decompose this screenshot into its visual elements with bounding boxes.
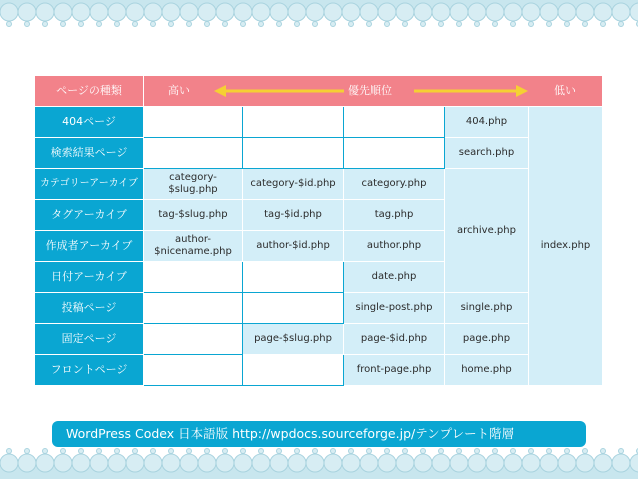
lace-dot — [493, 22, 498, 27]
lace-scallop — [108, 454, 126, 472]
lace-scallop — [522, 3, 540, 21]
lace-scallop — [288, 454, 306, 472]
lace-dot — [619, 449, 624, 454]
lace-scallop — [540, 3, 558, 21]
lace-scallop — [18, 454, 36, 472]
table-cell — [243, 293, 344, 324]
lace-dot — [169, 22, 174, 27]
lace-dot — [493, 449, 498, 454]
file-category-id: category-$id.php — [243, 169, 344, 200]
lace-dot — [511, 449, 516, 454]
codex-source-note: WordPress Codex 日本語版 http://wpdocs.sourceforge.jp/テンプレート階層 — [52, 421, 586, 447]
lace-scallop — [432, 3, 450, 21]
lace-dot — [151, 449, 156, 454]
lace-scallop — [396, 454, 414, 472]
lace-scallop — [504, 454, 522, 472]
lace-dot — [475, 449, 480, 454]
lace-dot — [421, 22, 426, 27]
priority-high-label: 高い — [168, 84, 190, 97]
file-front-page: front-page.php — [344, 355, 445, 386]
lace-dot — [133, 449, 138, 454]
file-home: home.php — [445, 355, 529, 386]
lace-dot — [115, 449, 120, 454]
lace-scallop — [612, 454, 630, 472]
lace-dot — [25, 22, 30, 27]
lace-scallop — [144, 3, 162, 21]
file-single-post: single-post.php — [344, 293, 445, 324]
lace-scallop — [468, 3, 486, 21]
lace-dot — [7, 449, 12, 454]
type-tag: タグアーカイブ — [35, 200, 144, 231]
lace-dot — [439, 449, 444, 454]
lace-scallop — [0, 3, 18, 21]
file-author-id: author-$id.php — [243, 231, 344, 262]
lace-scallop — [594, 3, 612, 21]
table-cell — [144, 138, 243, 169]
lace-dot — [61, 22, 66, 27]
lace-scallop — [270, 3, 288, 21]
lace-scallop — [54, 3, 72, 21]
lace-dot — [295, 22, 300, 27]
file-tag-id: tag-$id.php — [243, 200, 344, 231]
lace-scallop — [90, 3, 108, 21]
lace-scallop — [378, 454, 396, 472]
lace-dot — [61, 449, 66, 454]
lace-dot — [601, 449, 606, 454]
lace-dot — [259, 449, 264, 454]
lace-scallop — [504, 3, 522, 21]
type-date: 日付アーカイブ — [35, 262, 144, 293]
lace-scallop — [612, 3, 630, 21]
lace-dot — [259, 22, 264, 27]
lace-dot — [583, 449, 588, 454]
template-hierarchy-table — [34, 75, 603, 386]
lace-scallop — [432, 454, 450, 472]
lace-dot — [565, 22, 570, 27]
lace-scallop — [558, 3, 576, 21]
lace-scallop — [360, 454, 378, 472]
lace-dot — [601, 22, 606, 27]
lace-dot — [277, 449, 282, 454]
lace-dot — [529, 449, 534, 454]
lace-dot — [421, 449, 426, 454]
table-cell — [243, 355, 344, 386]
file-category-slug: category- $slug.php — [144, 169, 243, 200]
lace-scallop — [180, 454, 198, 472]
lace-scallop — [126, 3, 144, 21]
lace-scallop — [234, 454, 252, 472]
lace-scallop — [324, 3, 342, 21]
lace-scallop — [396, 3, 414, 21]
table-cell — [243, 262, 344, 293]
lace-scallop — [72, 454, 90, 472]
table-cell — [144, 262, 243, 293]
lace-scallop — [360, 3, 378, 21]
file-page-id: page-$id.php — [344, 324, 445, 355]
table-cell — [144, 324, 243, 355]
lace-dot — [43, 22, 48, 27]
lace-dot — [313, 22, 318, 27]
lace-dot — [385, 449, 390, 454]
file-author-nicename: author- $nicename.php — [144, 231, 243, 262]
file-page-slug: page-$slug.php — [243, 324, 344, 355]
lace-scallop — [252, 3, 270, 21]
lace-scallop — [0, 454, 18, 472]
lace-border-top — [0, 0, 638, 40]
lace-dot — [223, 22, 228, 27]
lace-dot — [7, 22, 12, 27]
lace-dot — [475, 22, 480, 27]
lace-scallop — [54, 454, 72, 472]
file-category: category.php — [344, 169, 445, 200]
lace-dot — [403, 449, 408, 454]
lace-dot — [349, 449, 354, 454]
lace-dot — [547, 22, 552, 27]
lace-dot — [187, 22, 192, 27]
priority-header — [144, 76, 603, 107]
type-single: 投稿ページ — [35, 293, 144, 324]
lace-scallop — [414, 3, 432, 21]
lace-scallop — [162, 3, 180, 21]
table-cell — [243, 107, 344, 138]
lace-scallop — [576, 3, 594, 21]
lace-dot — [43, 449, 48, 454]
lace-dot — [511, 22, 516, 27]
file-tag-slug: tag-$slug.php — [144, 200, 243, 231]
lace-scallop — [198, 454, 216, 472]
lace-scallop — [324, 454, 342, 472]
lace-dot — [25, 449, 30, 454]
lace-dot — [277, 22, 282, 27]
lace-scallop — [270, 454, 288, 472]
lace-dot — [223, 449, 228, 454]
lace-dot — [457, 449, 462, 454]
lace-scallop — [36, 3, 54, 21]
file-search: search.php — [445, 138, 529, 169]
lace-dot — [97, 22, 102, 27]
lace-scallop — [468, 454, 486, 472]
header-page-type: ページの種類 — [35, 76, 144, 107]
lace-dot — [349, 22, 354, 27]
lace-scallop — [342, 3, 360, 21]
lace-dot — [169, 449, 174, 454]
type-404: 404ページ — [35, 107, 144, 138]
lace-dot — [115, 22, 120, 27]
file-index: index.php — [529, 107, 603, 386]
lace-dot — [79, 22, 84, 27]
lace-dot — [403, 22, 408, 27]
lace-dot — [331, 449, 336, 454]
lace-scallop — [486, 3, 504, 21]
lace-scallop — [18, 3, 36, 21]
table-cell — [144, 107, 243, 138]
lace-dot — [367, 22, 372, 27]
file-author: author.php — [344, 231, 445, 262]
lace-dot — [583, 22, 588, 27]
file-page: page.php — [445, 324, 529, 355]
file-single: single.php — [445, 293, 529, 324]
file-tag: tag.php — [344, 200, 445, 231]
lace-scallop — [108, 3, 126, 21]
lace-dot — [241, 22, 246, 27]
lace-dot — [133, 22, 138, 27]
lace-scallop — [72, 3, 90, 21]
lace-scallop — [216, 3, 234, 21]
priority-low-label: 低い — [554, 84, 576, 97]
lace-dot — [619, 22, 624, 27]
lace-dot — [187, 449, 192, 454]
lace-scallop — [342, 454, 360, 472]
lace-dot — [367, 449, 372, 454]
lace-dot — [529, 22, 534, 27]
lace-dot — [205, 22, 210, 27]
file-date: date.php — [344, 262, 445, 293]
lace-dot — [97, 449, 102, 454]
lace-dot — [439, 22, 444, 27]
table-cell — [144, 355, 243, 386]
lace-dot — [313, 449, 318, 454]
lace-scallop — [450, 3, 468, 21]
lace-scallop — [306, 3, 324, 21]
lace-dot — [565, 449, 570, 454]
lace-scallop — [90, 454, 108, 472]
lace-scallop — [234, 3, 252, 21]
lace-scallop — [252, 454, 270, 472]
lace-dot — [205, 449, 210, 454]
lace-scallop — [198, 3, 216, 21]
lace-dot — [331, 22, 336, 27]
lace-dot — [295, 449, 300, 454]
lace-scallop — [522, 454, 540, 472]
lace-dot — [457, 22, 462, 27]
lace-scallop — [144, 454, 162, 472]
table-cell — [344, 107, 445, 138]
file-404: 404.php — [445, 107, 529, 138]
priority-label: 優先順位 — [348, 84, 392, 97]
lace-dot — [547, 449, 552, 454]
type-category: カテゴリーアーカイブ — [35, 169, 144, 200]
type-author: 作成者アーカイブ — [35, 231, 144, 262]
type-search: 検索結果ページ — [35, 138, 144, 169]
lace-scallop — [36, 454, 54, 472]
file-archive: archive.php — [445, 169, 529, 293]
lace-scallop — [126, 454, 144, 472]
lace-scallop — [162, 454, 180, 472]
table-cell — [344, 138, 445, 169]
lace-scallop — [378, 3, 396, 21]
lace-scallop — [576, 454, 594, 472]
lace-scallop — [450, 454, 468, 472]
lace-dot — [385, 22, 390, 27]
lace-scallop — [216, 454, 234, 472]
lace-scallop — [558, 454, 576, 472]
table-cell — [243, 138, 344, 169]
lace-scallop — [594, 454, 612, 472]
type-front: フロントページ — [35, 355, 144, 386]
lace-scallop — [180, 3, 198, 21]
lace-dot — [151, 22, 156, 27]
lace-scallop — [540, 454, 558, 472]
lace-dot — [79, 449, 84, 454]
type-page: 固定ページ — [35, 324, 144, 355]
lace-scallop — [306, 454, 324, 472]
lace-border-bottom — [0, 443, 638, 479]
lace-dot — [241, 449, 246, 454]
lace-scallop — [288, 3, 306, 21]
lace-scallop — [414, 454, 432, 472]
table-cell — [144, 293, 243, 324]
lace-scallop — [486, 454, 504, 472]
